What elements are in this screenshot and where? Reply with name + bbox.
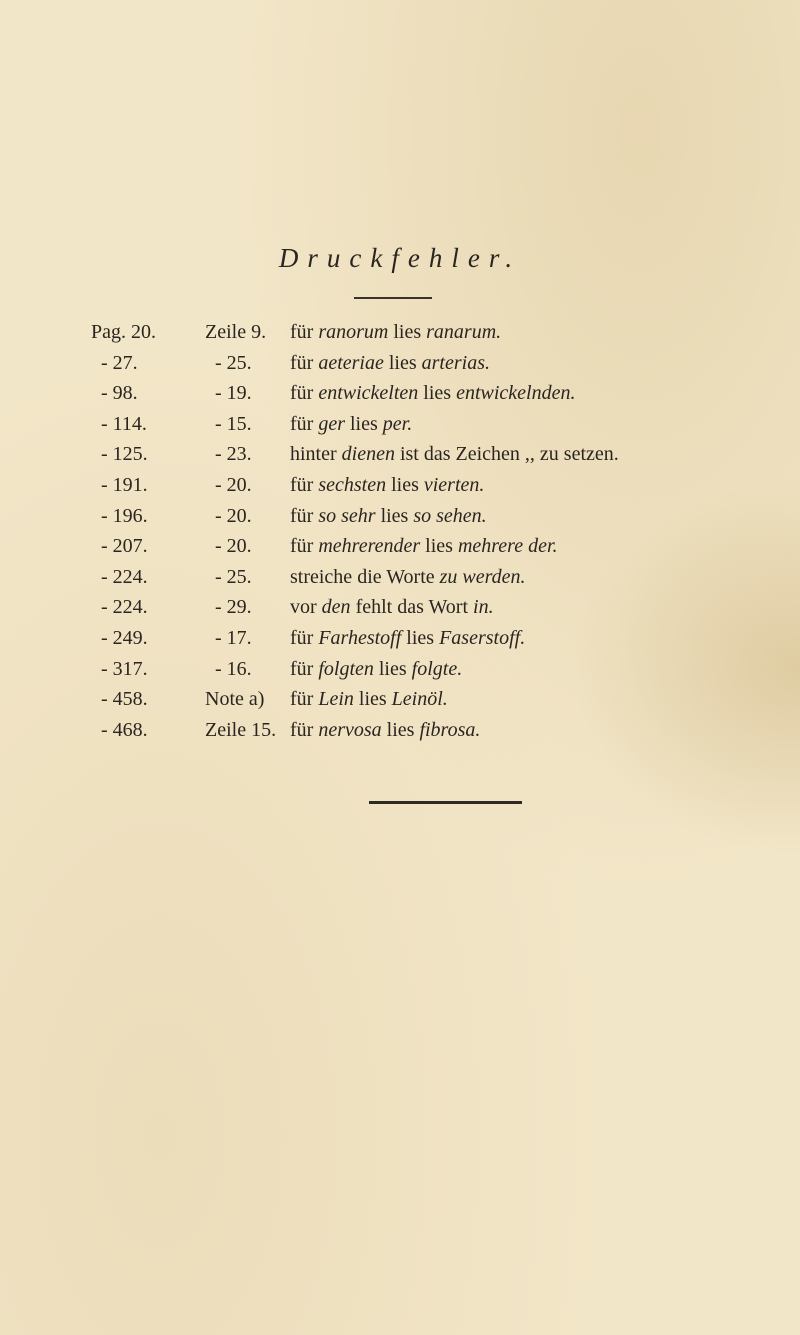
correction-text — [290, 531, 558, 561]
correction-word: ist das Zeichen ,, zu setzen. — [394, 443, 619, 466]
italic-word: folgte. — [411, 657, 463, 680]
correction-word: für — [290, 412, 319, 435]
line-reference: - 15. — [215, 412, 252, 435]
italic-word: entwickelnden. — [456, 382, 576, 405]
line-reference: - 23. — [215, 443, 252, 466]
correction-text — [290, 715, 480, 745]
correction-word: lies — [381, 718, 420, 741]
italic-word: in. — [473, 596, 494, 619]
page-reference: - 191. — [101, 474, 148, 496]
page-reference: - 98. — [101, 382, 138, 405]
italic-word: Lein — [318, 688, 354, 711]
correction-text — [290, 623, 525, 653]
page-reference: - 317. — [101, 657, 148, 680]
correction-word: lies — [388, 321, 427, 343]
correction-word: lies — [420, 535, 458, 558]
correction-word: lies — [375, 504, 414, 527]
italic-word: dienen — [341, 443, 395, 466]
correction-text — [290, 654, 462, 684]
italic-word: den — [321, 596, 351, 619]
italic-word: vierten. — [423, 474, 485, 496]
correction-word: fehlt das Wort — [350, 596, 474, 619]
correction-text — [290, 409, 412, 439]
correction-text — [290, 592, 494, 622]
correction-word: für — [290, 627, 319, 649]
italic-word: so sehen. — [413, 504, 487, 527]
line-reference: Zeile 9. — [205, 321, 267, 343]
italic-word: folgten — [318, 657, 374, 680]
correction-text — [290, 501, 487, 531]
correction-word: für — [290, 382, 319, 405]
page-reference: - 114. — [101, 412, 147, 435]
line-reference: - 20. — [215, 535, 252, 558]
italic-word: Leinöl. — [391, 688, 448, 711]
line-reference: - 29. — [215, 596, 252, 619]
italic-word: ranorum — [318, 321, 389, 343]
italic-word: Faserstoff. — [439, 627, 526, 649]
italic-word: per. — [382, 412, 413, 435]
italic-word: sechsten — [318, 474, 387, 496]
page-reference: - 27. — [101, 351, 138, 374]
line-reference: - 17. — [215, 627, 252, 649]
line-reference: - 16. — [215, 657, 252, 680]
page-reference: - 207. — [101, 535, 148, 558]
correction-word: für — [290, 504, 319, 527]
line-reference: - 19. — [215, 382, 252, 405]
italic-word: mehrerender — [318, 535, 421, 558]
correction-word: lies — [383, 351, 422, 374]
page-reference: - 468. — [101, 718, 148, 741]
correction-text — [290, 439, 619, 469]
correction-text — [290, 378, 575, 408]
line-reference: - 20. — [215, 504, 252, 527]
correction-word: lies — [353, 688, 392, 711]
italic-word: zu werden. — [439, 565, 526, 588]
correction-word: für — [290, 688, 319, 711]
page-reference: - 249. — [101, 627, 148, 649]
correction-word: streiche die Worte — [290, 565, 440, 588]
correction-word: für — [290, 321, 319, 343]
page-title: Druckfehler. — [278, 243, 522, 273]
correction-word: für — [290, 718, 319, 741]
correction-word: hinter — [290, 443, 342, 466]
correction-word: lies — [373, 657, 412, 680]
italic-word: aeteriae — [318, 351, 384, 374]
italic-word: mehrere der. — [457, 535, 558, 558]
line-reference: Note a) — [205, 688, 265, 711]
correction-word: für — [290, 657, 319, 680]
line-reference: - 20. — [215, 474, 252, 496]
correction-word: lies — [386, 474, 424, 496]
page-reference: - 224. — [101, 596, 148, 619]
correction-word: für — [290, 535, 319, 558]
page-reference: - 196. — [101, 504, 148, 527]
italic-word: arterias. — [421, 351, 490, 374]
correction-text — [290, 684, 448, 714]
correction-word: lies — [401, 627, 440, 649]
correction-text — [290, 317, 501, 347]
italic-word: nervosa — [318, 718, 382, 741]
correction-word: vor — [290, 596, 322, 619]
correction-text — [290, 470, 484, 500]
line-reference: Zeile 15. — [205, 718, 277, 741]
correction-word: für — [290, 351, 319, 374]
italic-word: Farhestoff — [318, 627, 402, 649]
page-reference: - 125. — [101, 443, 148, 466]
italic-word: entwickelten — [318, 382, 419, 405]
italic-word: so sehr — [318, 504, 376, 527]
line-reference: - 25. — [215, 351, 252, 374]
italic-word: ranarum. — [426, 321, 502, 343]
correction-word: lies — [418, 382, 457, 405]
correction-word: lies — [345, 412, 383, 435]
correction-word: für — [290, 474, 319, 496]
italic-word: ger — [318, 412, 345, 435]
page-reference: - 224. — [101, 565, 148, 588]
page-reference: Pag. 20. — [91, 321, 156, 343]
correction-text — [290, 348, 490, 378]
page-reference: - 458. — [101, 688, 148, 711]
line-reference: - 25. — [215, 565, 252, 588]
bottom-rule — [369, 801, 522, 804]
italic-word: fibrosa. — [419, 718, 481, 741]
correction-text — [290, 562, 526, 592]
title-rule — [354, 297, 432, 299]
